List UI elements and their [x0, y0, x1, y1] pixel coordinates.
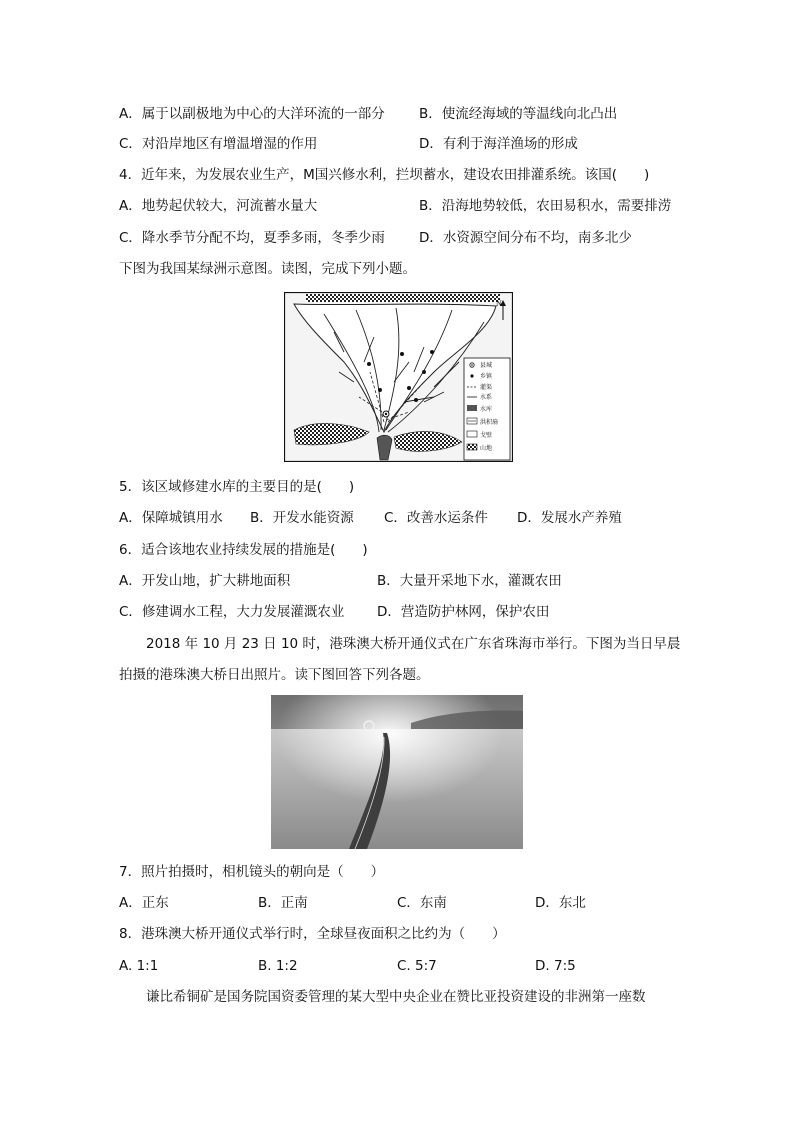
legend-river: 水系 [480, 394, 493, 401]
legend-reservoir: 水库 [480, 406, 493, 413]
q3-option-b: B．使流经海域的等温线向北凸出 [419, 106, 618, 122]
q3-option-c: C．对沿岸地区有增温增湿的作用 [119, 136, 318, 152]
map-legend [464, 358, 510, 460]
bridge-intro-line1: 2018 年 10 月 23 日 10 时，港珠澳大桥开通仪式在广东省珠海市举行。下图为当日早晨 [146, 636, 681, 652]
q3-option-d: D．有利于海洋渔场的形成 [419, 136, 578, 152]
mine-intro: 谦比希铜矿是国务院国资委管理的某大型中央企业在赞比亚投资建设的非洲第一座数 [146, 989, 646, 1005]
q4-option-d: D．水资源空间分布不均，南多北少 [419, 230, 632, 246]
legend-canal: 灌渠 [480, 384, 493, 391]
legend-township: 乡镇 [480, 373, 493, 380]
q5-option-c: C．改善水运条件 [384, 510, 488, 526]
q4-option-b: B．沿海地势较低，农田易积水，需要排涝 [419, 198, 672, 214]
q6-option-c: C．修建调水工程，大力发展灌溉农业 [119, 604, 345, 620]
north-label: N [496, 299, 502, 308]
q4-option-c: C．降水季节分配不均，夏季多雨，冬季少雨 [119, 230, 385, 246]
q6-option-d: D．营造防护林网，保护农田 [377, 604, 550, 620]
q5-option-d: D．发展水产养殖 [517, 510, 622, 526]
q4-stem: 4．近年来，为发展农业生产，M国兴修水利，拦坝蓄水，建设农田排灌系统。该国( ) [119, 167, 650, 183]
q5-stem: 5．该区域修建水库的主要目的是( ) [119, 479, 355, 495]
bridge-intro-line2: 拍摄的港珠澳大桥日出照片。读下图回答下列各题。 [119, 667, 430, 683]
oasis-intro: 下图为我国某绿洲示意图。读图，完成下列小题。 [119, 261, 416, 277]
q5-option-a: A．保障城镇用水 [119, 510, 223, 526]
q7-option-d: D．东北 [535, 895, 586, 911]
q8-option-b: B. 1:2 [258, 958, 298, 974]
q3-option-a: A．属于以副极地为中心的大洋环流的一部分 [119, 106, 385, 122]
oasis-map [284, 292, 513, 462]
q7-stem: 7．照片拍摄时，相机镜头的朝向是（ ） [119, 864, 385, 880]
legend-county: 县城 [480, 362, 493, 369]
legend-mountain: 山地 [480, 445, 493, 452]
legend-gobi: 戈壁 [480, 432, 493, 439]
q7-option-b: B．正南 [258, 895, 308, 911]
q6-option-b: B．大量开采地下水，灌溉农田 [377, 573, 562, 589]
q8-option-a: A. 1:1 [119, 958, 159, 974]
legend-alluvial-fan: 洪积扇 [480, 419, 499, 426]
q8-option-c: C. 5:7 [397, 958, 437, 974]
q8-stem: 8．港珠澳大桥开通仪式举行时，全球昼夜面积之比约为（ ） [119, 926, 506, 942]
q4-option-a: A．地势起伏较大，河流蓄水量大 [119, 198, 318, 214]
bridge-sunrise-photo [271, 695, 523, 849]
mountain-band-top [306, 294, 500, 302]
q7-option-a: A．正东 [119, 895, 169, 911]
county-town-marker [383, 411, 389, 417]
q8-option-d: D. 7:5 [535, 958, 576, 974]
q7-option-c: C．东南 [397, 895, 447, 911]
q6-option-a: A．开发山地，扩大耕地面积 [119, 573, 291, 589]
q6-stem: 6．适合该地农业持续发展的措施是( ) [119, 542, 368, 558]
q5-option-b: B．开发水能资源 [250, 510, 354, 526]
